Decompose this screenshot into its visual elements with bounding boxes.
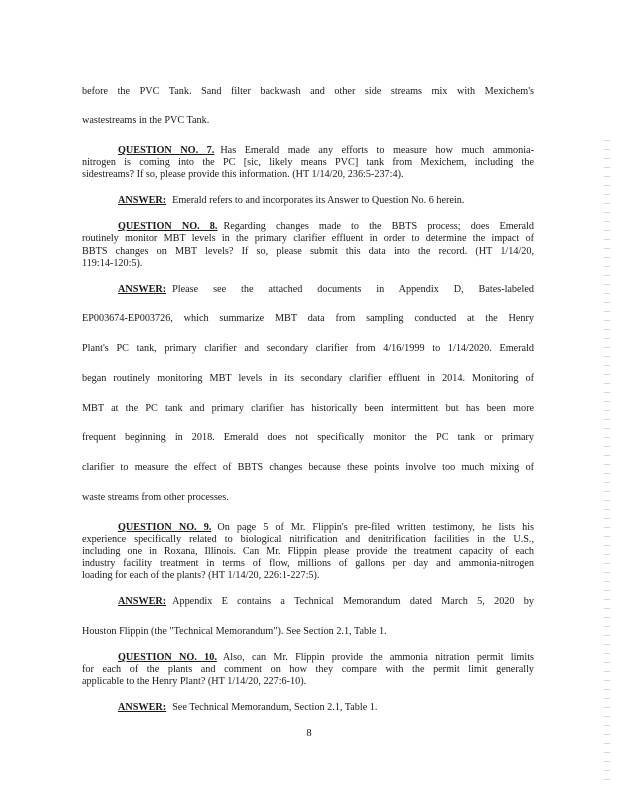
text-line (82, 246, 534, 258)
text-line (82, 115, 534, 127)
question-answer-label: QUESTION NO. 8. (118, 221, 218, 232)
line-text: began routinely monitoring MBT levels in its secondary clarifier effluent in 2014. Monitoring of (82, 373, 534, 384)
line-text: Houston Flippin (the "Technical Memorandum"). See Section 2.1, Table 1. (82, 626, 387, 637)
question-answer-label: QUESTION NO. 7. (118, 145, 215, 156)
line-text: Has Emerald made any efforts to measure how much ammonia- (220, 145, 534, 156)
text-line (82, 664, 534, 676)
text-line (82, 403, 534, 415)
text-line (82, 373, 534, 385)
line-text: routinely monitor MBT levels in the primary clarifier effluent in order to determine the impact of (82, 233, 534, 244)
line-text: MBT at the PC tank and primary clarifier has historically been intermittent but has been more (82, 403, 534, 414)
text-line (82, 343, 534, 355)
text-line (82, 432, 534, 444)
line-text: sidestreams? If so, please provide this information. (HT 1/14/20, 236:5-237:4). (82, 169, 404, 180)
line-text: clarifier to measure the effect of BBTS changes because these points involve too much mixing of (82, 462, 534, 473)
text-line (118, 652, 534, 664)
text-line (118, 195, 534, 207)
question-answer-label: QUESTION NO. 9. (118, 522, 212, 533)
text-line (82, 492, 534, 504)
text-line (82, 676, 534, 688)
question-answer-label: ANSWER: (118, 284, 167, 295)
text-line (82, 258, 534, 270)
text-line (82, 462, 534, 474)
text-line (118, 702, 534, 714)
page-number: 8 (306, 728, 312, 739)
line-text: waste streams from other processes. (82, 492, 229, 503)
text-line (118, 145, 534, 157)
text-line (118, 596, 534, 608)
text-line (82, 313, 534, 325)
text-line (82, 157, 534, 169)
line-text: EP003674-EP003726, which summarize MBT data from sampling conducted at the Henry (82, 313, 534, 324)
scan-margin-marks (604, 140, 610, 780)
line-text: industry facility treatment in terms of flow, millions of gallons per day and ammonia-nitrogen (82, 558, 534, 569)
line-text: BBTS changes on MBT levels? If so, please submit this data into the record. (HT 1/14/20, (82, 246, 534, 257)
line-text: for each of the plants and comment on how they compare with the permit limit generally (82, 664, 534, 675)
line-text: nitrogen is coming into the PC [sic, likely means PVC] tank from Mexichem, including the (82, 157, 534, 168)
text-line (82, 546, 534, 558)
line-text: See Technical Memorandum, Section 2.1, Table 1. (172, 702, 378, 713)
line-text: Emerald refers to and incorporates its Answer to Question No. 6 herein. (172, 195, 465, 206)
line-text: wastestreams in the PVC Tank. (82, 115, 210, 126)
line-text: loading for each of the plants? (HT 1/14/20, 226:1-227:5). (82, 570, 320, 581)
line-text: Appendix E contains a Technical Memorandum dated March 5, 2020 by (172, 596, 534, 607)
text-line (118, 522, 534, 534)
line-text: Plant's PC tank, primary clarifier and secondary clarifier from 4/16/1999 to 1/14/2020. Emerald (82, 343, 534, 354)
line-text: Regarding changes made to the BBTS process; does Emerald (223, 221, 534, 232)
text-line (82, 558, 534, 570)
line-text: applicable to the Henry Plant? (HT 1/14/20, 227:6-10). (82, 676, 307, 687)
question-answer-label: ANSWER: (118, 195, 167, 206)
line-text: Please see the attached documents in Appendix D, Bates-labeled (172, 284, 534, 295)
text-line (82, 86, 534, 98)
line-text: including one in Roxana, Illinois. Can Mr. Flippin please provide the treatment capacity of each (82, 546, 534, 557)
line-text: On page 5 of Mr. Flippin's pre-filed written testimony, he lists his (217, 522, 534, 533)
line-text: experience specifically related to biological nitrification and denitrification facilities in the U.S., (82, 534, 534, 545)
line-text: Also, can Mr. Flippin provide the ammonia nitration permit limits (222, 652, 534, 663)
question-answer-label: QUESTION NO. 10. (118, 652, 217, 663)
line-text: frequent beginning in 2018. Emerald does not specifically monitor the PC tank or primary (82, 432, 534, 443)
text-line (82, 534, 534, 546)
question-answer-label: ANSWER: (118, 596, 167, 607)
text-line (82, 233, 534, 245)
question-answer-label: ANSWER: (118, 702, 167, 713)
text-line (82, 570, 534, 582)
text-line (118, 284, 534, 296)
text-line (82, 626, 534, 638)
text-line (118, 221, 534, 233)
text-line (82, 169, 534, 181)
line-text: 119:14-120:5). (82, 258, 143, 269)
line-text: before the PVC Tank. Sand filter backwash and other side streams mix with Mexichem's (82, 86, 534, 97)
